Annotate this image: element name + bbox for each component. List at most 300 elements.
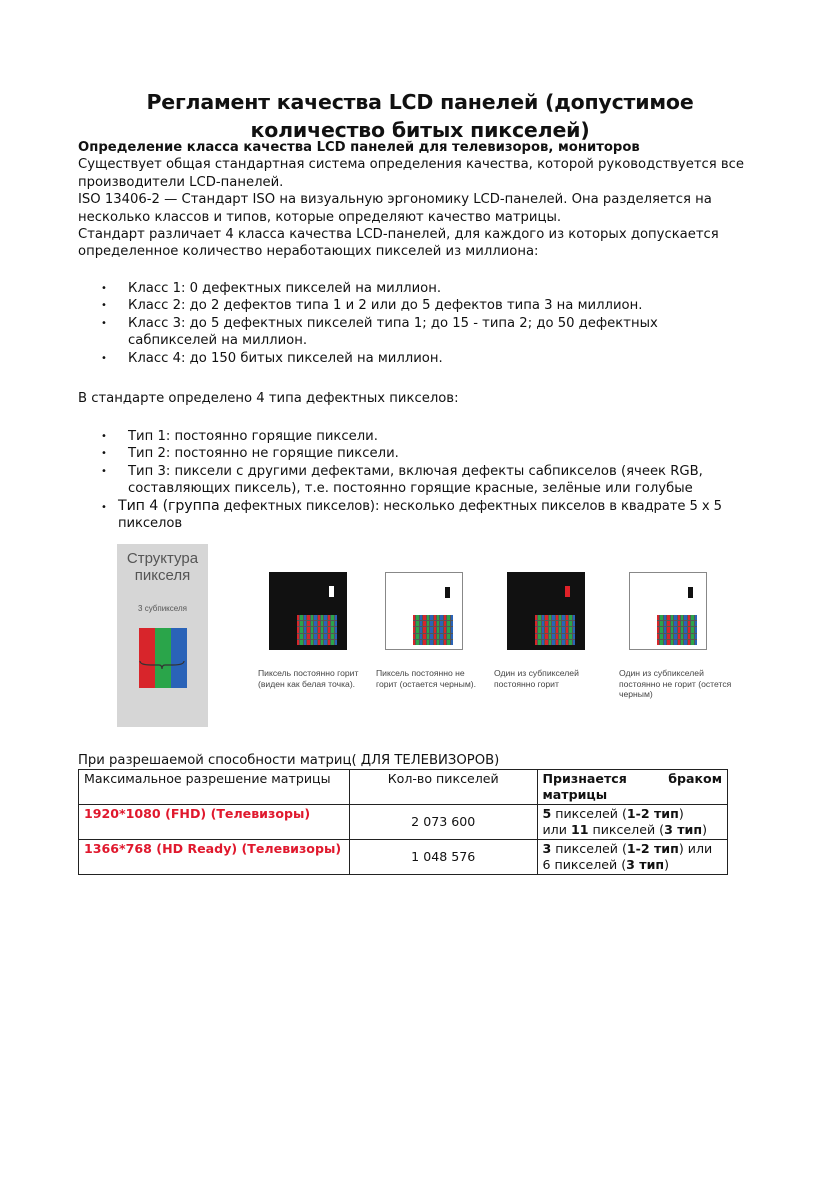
- subpixel-cell: [678, 615, 680, 620]
- subpixel-cell: [671, 621, 673, 626]
- header-resolution: Максимальное разрешение матрицы: [79, 770, 350, 805]
- pixel-structure-panel: [117, 544, 208, 727]
- subpixel-cell: [657, 615, 659, 620]
- subpixel-cell: [444, 615, 446, 620]
- defect-type: 3 тип: [626, 857, 665, 872]
- subpixel-cell: [321, 615, 323, 620]
- subpixel-cell: [566, 640, 568, 645]
- subpixel-cell: [420, 640, 422, 645]
- subpixel-cell: [566, 621, 568, 626]
- black-dot: [445, 587, 450, 598]
- subpixel-cell: [307, 621, 309, 626]
- subpixel-cell: [684, 634, 686, 639]
- subpixel-cell: [440, 621, 442, 626]
- subpixel-cell: [440, 627, 442, 632]
- subpixel-cell: [573, 640, 575, 645]
- header-pixels: Кол-во пикселей: [349, 770, 537, 805]
- subpixel-grid: [413, 615, 453, 645]
- subpixel-cell: [559, 634, 561, 639]
- subpixel-cell: [691, 615, 693, 620]
- subpixel-cell: [416, 615, 418, 620]
- header-defect-word2: браком: [668, 771, 722, 786]
- subpixel-cell: [427, 621, 429, 626]
- subpixel-cell: [660, 634, 662, 639]
- subpixel-cell: [297, 640, 299, 645]
- subpixel-cell: [423, 634, 425, 639]
- subpixel-cell: [328, 621, 330, 626]
- subpixel-cell: [307, 627, 309, 632]
- structure-title-line2: пикселя: [134, 567, 191, 584]
- defect-cell: [537, 805, 728, 840]
- resolution-cell: 1366*768 (HD Ready) (Телевизоры): [79, 840, 350, 875]
- subpixel-cell: [335, 627, 337, 632]
- subpixel-cell: [542, 621, 544, 626]
- subpixel-cell: [420, 627, 422, 632]
- subpixel-cell: [300, 621, 302, 626]
- subpixel-cell: [674, 640, 676, 645]
- subpixel-cell: [681, 621, 683, 626]
- subpixel-cell: [549, 634, 551, 639]
- subpixel-cell: [416, 621, 418, 626]
- subpixel-cell: [559, 640, 561, 645]
- subpixel-cell: [321, 627, 323, 632]
- types-list: [78, 428, 768, 532]
- subpixel-cell: [451, 615, 453, 620]
- subpixel-cell: [542, 615, 544, 620]
- table-row: [79, 805, 728, 840]
- subpixel-cell: [451, 627, 453, 632]
- subpixel-cell: [538, 621, 540, 626]
- subpixel-cell: [684, 621, 686, 626]
- subpixel-cell: [573, 615, 575, 620]
- defect-text: ): [678, 806, 684, 821]
- subpixel-cell: [667, 621, 669, 626]
- subpixel-cell: [437, 640, 439, 645]
- defect-text: ): [702, 822, 707, 837]
- subpixel-cell: [566, 634, 568, 639]
- table-caption: При разрешаемой способности матриц( ДЛЯ ТЕЛЕВИЗОРОВ): [78, 753, 500, 768]
- caption-subpixel-off: Один из субпикселей постоянно не горит (остется черным): [619, 668, 732, 700]
- defect-count: 11: [570, 822, 589, 837]
- subpixel-cell: [556, 627, 558, 632]
- subpixel-cell: [413, 615, 415, 620]
- defect-type: 1-2 тип: [626, 841, 679, 856]
- subpixel-cell: [328, 640, 330, 645]
- subpixel-cell: [562, 615, 564, 620]
- subpixel-cell: [688, 634, 690, 639]
- subpixel-cell: [538, 615, 540, 620]
- subpixel-grid: [535, 615, 575, 645]
- resolution-cell: 1920*1080 (FHD) (Телевизоры): [79, 805, 350, 840]
- subpixel-cell: [695, 615, 697, 620]
- subpixel-cell: [444, 640, 446, 645]
- subpixel-cell: [559, 627, 561, 632]
- subpixel-cell: [569, 621, 571, 626]
- subpixel-cell: [318, 621, 320, 626]
- subpixel-cell: [657, 621, 659, 626]
- subpixel-cell: [562, 627, 564, 632]
- subpixel-cell: [437, 621, 439, 626]
- paragraph-1: Существует общая стандартная система определения качества, которой руководствуется все производители LCD-панелей.: [78, 157, 745, 190]
- subpixel-cell: [420, 621, 422, 626]
- subpixel-cell: [434, 615, 436, 620]
- defect-line: [543, 822, 723, 838]
- subpixel-cell: [434, 621, 436, 626]
- structure-title-line1: Структура: [126, 550, 199, 567]
- subpixel-cell: [681, 627, 683, 632]
- subpixel-cell: [657, 627, 659, 632]
- subpixel-cell: [556, 640, 558, 645]
- subpixel-cell: [434, 627, 436, 632]
- caption-stuck-on: Пиксель постоянно горит (виден как белая точка).: [258, 668, 359, 689]
- subpixel-cell: [430, 634, 432, 639]
- subpixel-cell: [444, 627, 446, 632]
- black-dot: [688, 587, 693, 598]
- subpixel-cell: [318, 640, 320, 645]
- subpixel-cell: [674, 615, 676, 620]
- subpixel-cell: [664, 621, 666, 626]
- subpixel-cell: [684, 640, 686, 645]
- subpixel-cell: [304, 621, 306, 626]
- subpixel-cell: [545, 634, 547, 639]
- subpixel-cell: [427, 627, 429, 632]
- subpixel-cell: [321, 640, 323, 645]
- subpixel-cell: [671, 640, 673, 645]
- defect-text: ): [664, 857, 670, 872]
- defect-line: [543, 857, 723, 873]
- subpixel-cell: [573, 627, 575, 632]
- subpixel-cell: [321, 634, 323, 639]
- subpixel-cell: [413, 640, 415, 645]
- table-row: [79, 840, 728, 875]
- subpixel-cell: [562, 634, 564, 639]
- subpixel-cell: [451, 640, 453, 645]
- subpixel-cell: [335, 615, 337, 620]
- defect-count: 3: [542, 841, 552, 856]
- intro-section: [78, 139, 768, 261]
- paragraph-3: Стандарт различает 4 класса качества LCD-панелей, для каждого из которых допускается определенное количество неработающих пикселей из миллиона:: [78, 227, 719, 260]
- subpixel-cell: [300, 615, 302, 620]
- subpixel-cell: [440, 615, 442, 620]
- subpixel-cell: [307, 615, 309, 620]
- paragraph-2: ISO 13406-2 — Стандарт ISO на визуальную эргономику LCD-панелей. Она разделяется на несколько классов и типов, которые определяют качество матрицы.: [78, 192, 712, 225]
- subpixel-cell: [311, 615, 313, 620]
- brace-icon: [139, 660, 185, 670]
- subpixel-cell: [684, 615, 686, 620]
- subpixel-cell: [437, 627, 439, 632]
- subpixel-cell: [678, 621, 680, 626]
- table-header-row: [79, 770, 728, 805]
- subpixel-cell: [691, 621, 693, 626]
- subpixel-cell: [569, 634, 571, 639]
- subpixel-cell: [314, 627, 316, 632]
- class-item: • Класс 2: до 2 дефектов типа 1 и 2 или до 5 дефектов типа 3 на миллион.: [78, 297, 768, 314]
- subpixel-grid: [657, 615, 697, 645]
- subpixel-cell: [671, 627, 673, 632]
- subpixel-cell: [447, 615, 449, 620]
- subpixel-cell: [300, 634, 302, 639]
- subpixel-cell: [304, 627, 306, 632]
- subpixel-cell: [566, 615, 568, 620]
- subpixel-cell: [535, 640, 537, 645]
- subpixel-cell: [427, 640, 429, 645]
- subpixel-cell: [440, 634, 442, 639]
- subpixel-cell: [423, 627, 425, 632]
- subpixel-cell: [331, 621, 333, 626]
- type-item-4: [78, 498, 768, 533]
- red-dot: [565, 586, 570, 597]
- subpixel-cell: [667, 627, 669, 632]
- subpixel-cell: [695, 627, 697, 632]
- subpixel-cell: [542, 640, 544, 645]
- subpixel-cell: [566, 627, 568, 632]
- subpixel-cell: [321, 621, 323, 626]
- subpixel-cell: [545, 615, 547, 620]
- subpixel-cell: [671, 634, 673, 639]
- subpixel-cell: [695, 640, 697, 645]
- subpixel-cell: [297, 621, 299, 626]
- subpixel-cell: [314, 621, 316, 626]
- subpixel-cell: [324, 615, 326, 620]
- subpixel-cell: [324, 640, 326, 645]
- subpixel-cell: [420, 634, 422, 639]
- subpixel-cell: [545, 627, 547, 632]
- subpixel-cell: [314, 640, 316, 645]
- header-defect-word1: Признается: [542, 771, 627, 786]
- subpixel-cell: [657, 634, 659, 639]
- subpixel-cell: [549, 621, 551, 626]
- pixel-defects-figure: [117, 544, 737, 729]
- defect-text: пикселей (: [551, 841, 627, 856]
- section-subheading: Определение класса качества LCD панелей для телевизоров, мониторов: [78, 140, 640, 155]
- resolution-table: [78, 769, 728, 875]
- subpixel-cell: [552, 627, 554, 632]
- subpixel-cell: [556, 615, 558, 620]
- subpixel-cell: [335, 640, 337, 645]
- defect-count: 5: [542, 806, 552, 821]
- type-item: • Тип 1: постоянно горящие пиксели.: [78, 428, 768, 445]
- defect-cell: [537, 840, 728, 875]
- subpixel-cell: [413, 621, 415, 626]
- subpixel-cell: [423, 621, 425, 626]
- subpixel-cell: [678, 634, 680, 639]
- subpixel-cell: [660, 615, 662, 620]
- subpixel-cell: [437, 615, 439, 620]
- subpixel-cell: [556, 634, 558, 639]
- structure-title: [117, 550, 208, 584]
- subpixel-cell: [300, 627, 302, 632]
- header-defect-line1: [543, 771, 723, 787]
- subpixel-cell: [430, 615, 432, 620]
- subpixel-cell: [552, 640, 554, 645]
- subpixel-cell: [664, 615, 666, 620]
- subpixel-cell: [447, 640, 449, 645]
- subpixel-cell: [535, 634, 537, 639]
- defect-text: или: [542, 822, 571, 837]
- class-item: • Класс 1: 0 дефектных пикселей на миллион.: [78, 280, 768, 297]
- header-defect: [537, 770, 728, 805]
- subpixel-cell: [328, 627, 330, 632]
- subpixel-cell: [552, 621, 554, 626]
- subpixel-cell: [549, 627, 551, 632]
- subpixel-cell: [427, 634, 429, 639]
- subpixel-cell: [423, 640, 425, 645]
- blue-subpixel: [171, 628, 187, 688]
- subpixel-cell: [667, 615, 669, 620]
- subpixel-cell: [447, 621, 449, 626]
- structure-subtitle: 3 субпикселя: [138, 604, 187, 613]
- subpixel-cell: [440, 640, 442, 645]
- subpixel-cell: [545, 621, 547, 626]
- subpixel-cell: [318, 634, 320, 639]
- class-item: • Класс 3: до 5 дефектных пикселей типа 1; до 15 - типа 2; до 50 дефектных сабпикселей на миллион.: [78, 315, 768, 350]
- subpixel-cell: [545, 640, 547, 645]
- subpixel-cell: [420, 615, 422, 620]
- defect-type: 3 тип: [664, 822, 703, 837]
- subpixel-cell: [423, 615, 425, 620]
- subpixel-cell: [311, 627, 313, 632]
- subpixel-cell: [684, 627, 686, 632]
- subpixel-cell: [535, 621, 537, 626]
- subpixel-cell: [304, 634, 306, 639]
- green-subpixel: [155, 628, 171, 688]
- subpixel-cell: [678, 627, 680, 632]
- subpixel-cell: [660, 640, 662, 645]
- subpixel-cell: [430, 640, 432, 645]
- caption-subpixel-on: Один из субпикселей постоянно горит: [494, 668, 579, 689]
- subpixel-cell: [416, 634, 418, 639]
- subpixel-cell: [559, 615, 561, 620]
- subpixel-cell: [451, 634, 453, 639]
- subpixel-cell: [304, 640, 306, 645]
- subpixel-cell: [542, 627, 544, 632]
- subpixel-grid: [297, 615, 337, 645]
- subpixel-cell: [447, 627, 449, 632]
- subpixel-cell: [335, 621, 337, 626]
- subpixel-cell: [562, 621, 564, 626]
- subpixel-cell: [413, 634, 415, 639]
- subpixel-cell: [688, 627, 690, 632]
- subpixel-cell: [667, 634, 669, 639]
- subpixel-cell: [674, 634, 676, 639]
- type4-part2: дефектных пикселов): несколько дефектных пикселов в квадрате 5 х 5 пикселов: [118, 498, 722, 532]
- subpixel-cell: [542, 634, 544, 639]
- subpixel-cell: [681, 615, 683, 620]
- subpixel-cell: [328, 634, 330, 639]
- subpixel-cell: [430, 621, 432, 626]
- subpixel-cell: [552, 615, 554, 620]
- subpixel-cell: [444, 634, 446, 639]
- subpixel-cell: [664, 634, 666, 639]
- subpixel-cell: [307, 634, 309, 639]
- red-subpixel: [139, 628, 155, 688]
- subpixel-cell: [535, 615, 537, 620]
- subpixel-cell: [324, 634, 326, 639]
- subpixel-cell: [434, 634, 436, 639]
- subpixel-cell: [681, 634, 683, 639]
- subpixel-cell: [314, 634, 316, 639]
- subpixel-cell: [552, 634, 554, 639]
- subpixel-cell: [304, 615, 306, 620]
- subpixel-cell: [318, 615, 320, 620]
- subpixel-cell: [573, 621, 575, 626]
- subpixel-cell: [324, 627, 326, 632]
- pixels-cell: 2 073 600: [349, 805, 537, 840]
- subpixel-cell: [667, 640, 669, 645]
- subpixel-cell: [416, 627, 418, 632]
- type4-part1: Тип 4 (группа: [118, 497, 220, 514]
- subpixel-cell: [695, 634, 697, 639]
- subpixel-cell: [311, 640, 313, 645]
- caption-dead: Пиксель постоянно не горит (остается черным).: [376, 668, 476, 689]
- subpixel-cell: [549, 615, 551, 620]
- subpixel-cell: [331, 627, 333, 632]
- subpixel-cell: [430, 627, 432, 632]
- subpixel-cell: [671, 615, 673, 620]
- subpixel-cell: [413, 627, 415, 632]
- subpixel-cell: [297, 615, 299, 620]
- types-intro: В стандарте определено 4 типа дефектных пикселов:: [78, 391, 459, 406]
- subpixel-cell: [657, 640, 659, 645]
- subpixel-cell: [437, 634, 439, 639]
- subpixel-cell: [307, 640, 309, 645]
- subpixel-cell: [311, 634, 313, 639]
- subpixel-cell: [695, 621, 697, 626]
- subpixel-cell: [664, 627, 666, 632]
- class-item: • Класс 4: до 150 битых пикселей на миллион.: [78, 350, 768, 367]
- defect-type: 1-2 тип: [626, 806, 679, 821]
- header-defect-line2: матрицы: [542, 787, 608, 802]
- subpixel-cell: [556, 621, 558, 626]
- subpixel-cell: [691, 634, 693, 639]
- subpixel-cell: [688, 621, 690, 626]
- subpixel-cell: [331, 615, 333, 620]
- defect-text: пикселей (: [551, 806, 627, 821]
- subpixel-cell: [674, 627, 676, 632]
- classes-list: [78, 280, 768, 367]
- subpixel-cell: [678, 640, 680, 645]
- subpixel-cell: [573, 634, 575, 639]
- subpixel-cell: [416, 640, 418, 645]
- subpixel-cell: [681, 640, 683, 645]
- subpixel-cell: [427, 615, 429, 620]
- subpixel-cell: [688, 640, 690, 645]
- type-item: • Тип 2: постоянно не горящие пиксели.: [78, 445, 768, 462]
- pixels-cell: 1 048 576: [349, 840, 537, 875]
- defect-text: ) или: [678, 841, 713, 856]
- subpixel-cell: [538, 640, 540, 645]
- white-dot: [329, 586, 334, 597]
- subpixel-cell: [535, 627, 537, 632]
- subpixel-cell: [660, 621, 662, 626]
- subpixel-cell: [674, 621, 676, 626]
- subpixel-cell: [311, 621, 313, 626]
- subpixel-cell: [324, 621, 326, 626]
- subpixel-cell: [331, 634, 333, 639]
- defect-line: [543, 806, 723, 822]
- subpixel-cell: [660, 627, 662, 632]
- subpixel-cell: [691, 627, 693, 632]
- subpixel-cell: [297, 634, 299, 639]
- page-title: Регламент качества LCD панелей (допустимое количество битых пикселей): [146, 90, 694, 142]
- subpixel-cell: [569, 640, 571, 645]
- subpixel-cell: [331, 640, 333, 645]
- subpixel-cell: [569, 627, 571, 632]
- subpixel-cell: [691, 640, 693, 645]
- defect-text: 6 пикселей (: [542, 857, 627, 872]
- subpixel-cell: [569, 615, 571, 620]
- subpixel-cell: [559, 621, 561, 626]
